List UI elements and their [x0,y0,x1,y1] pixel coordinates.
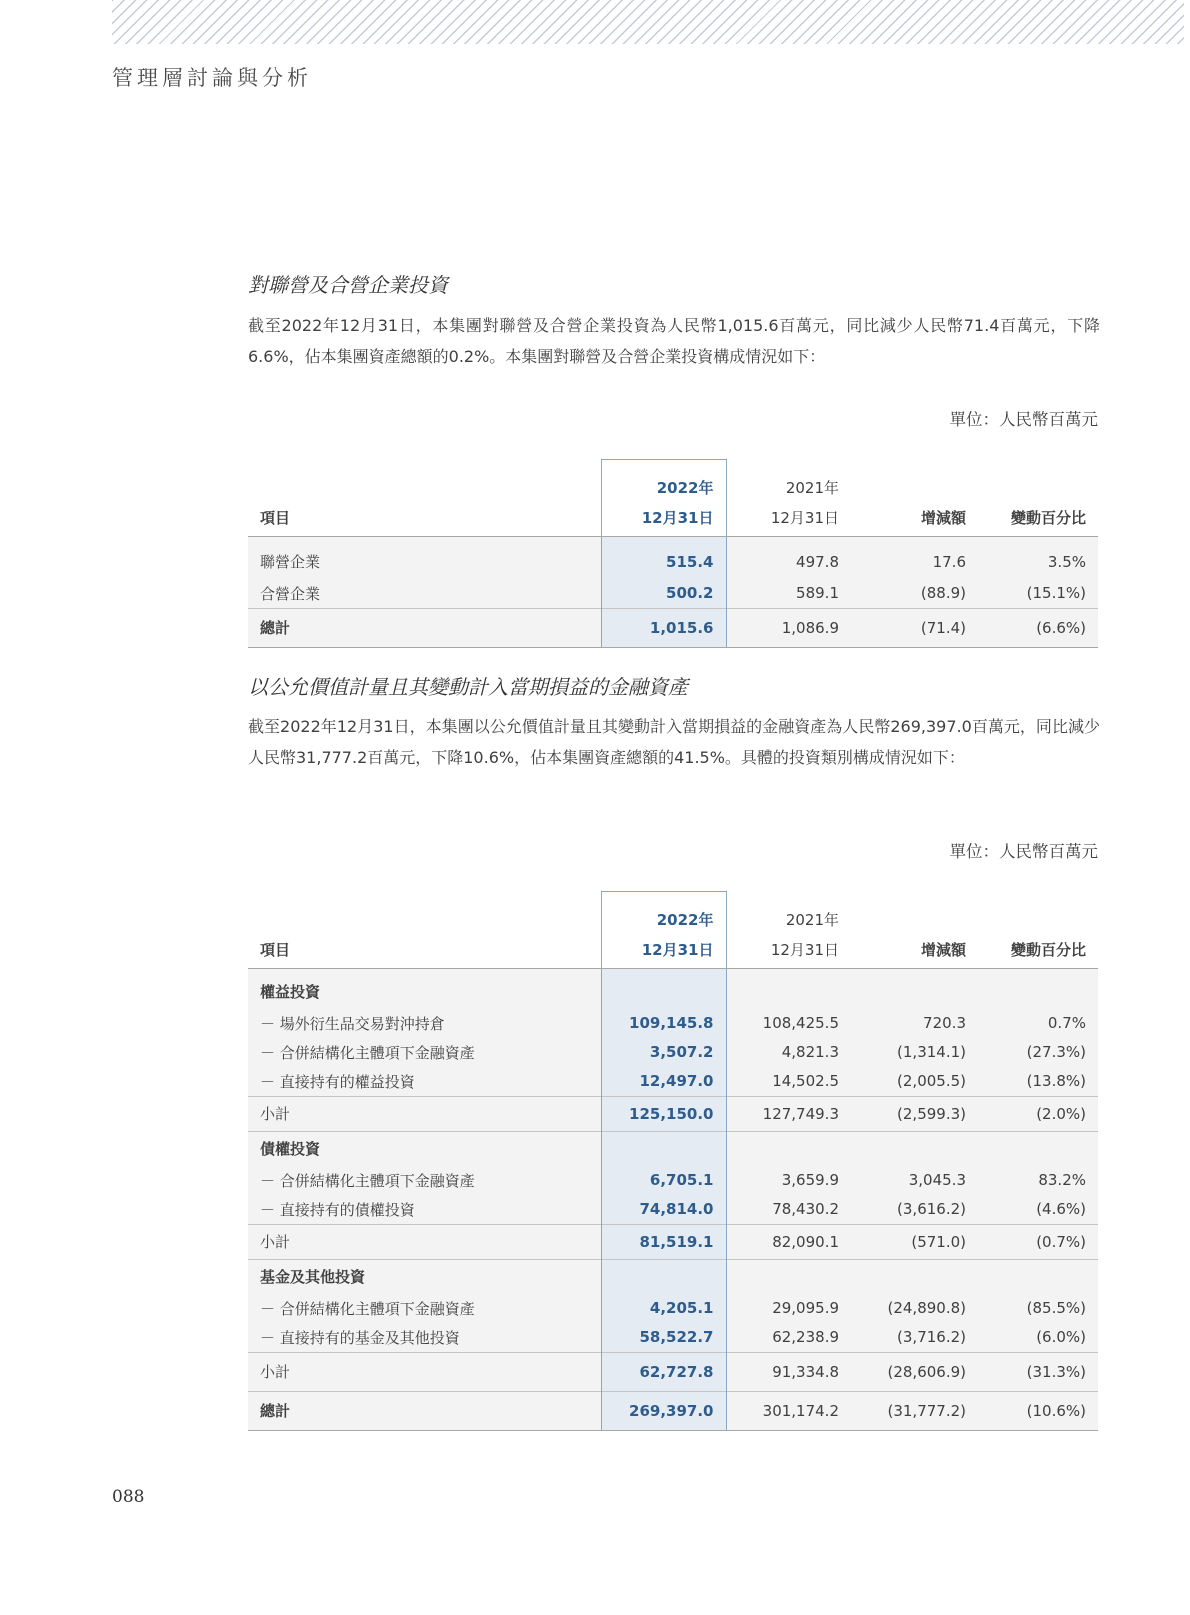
row-label: 權益投資 [248,968,601,1009]
row-label: 債權投資 [248,1131,601,1166]
table-row [248,1391,1098,1430]
value-change: (2,005.5) [851,1067,978,1097]
row-label: 小計 [248,1352,601,1391]
row-label: 總計 [248,608,601,647]
value-change: (2,599.3) [851,1096,978,1131]
value-change [851,968,978,1009]
table-header-item: 項目 [248,498,601,537]
table-row [248,1195,1098,1225]
row-label: 聯營企業 [248,536,601,579]
row-label: － 直接持有的基金及其他投資 [248,1323,601,1353]
value-pct: (10.6%) [978,1391,1098,1430]
section-title-fvtpl: 以公允價值計量且其變動計入當期損益的金融資產 [248,675,688,699]
value-2022: 515.4 [601,536,726,579]
value-2022 [601,1131,726,1166]
value-pct: (15.1%) [978,579,1098,609]
table-row [248,1352,1098,1391]
page-header-title: 管理層討論與分析 [112,66,312,90]
row-label: 基金及其他投資 [248,1259,601,1294]
table-header-item: 項目 [248,930,601,969]
value-change: 17.6 [851,536,978,579]
table-row [248,1038,1098,1067]
value-pct: 0.7% [978,1009,1098,1038]
row-label: 小計 [248,1224,601,1259]
value-2022 [601,968,726,1009]
value-2022: 1,015.6 [601,608,726,647]
value-2021: 108,425.5 [726,1009,851,1038]
value-2022: 12,497.0 [601,1067,726,1097]
value-change: (71.4) [851,608,978,647]
value-2021: 1,086.9 [726,608,851,647]
row-label: 合營企業 [248,579,601,609]
value-pct [978,1259,1098,1294]
value-pct: (4.6%) [978,1195,1098,1225]
table-header-2021-date: 12月31日 [726,930,851,969]
row-label: － 直接持有的債權投資 [248,1195,601,1225]
value-change [851,1259,978,1294]
value-2021 [726,1259,851,1294]
value-2021: 91,334.8 [726,1352,851,1391]
value-change: (1,314.1) [851,1038,978,1067]
associates-table [248,459,1098,648]
table-row [248,1009,1098,1038]
value-2022: 81,519.1 [601,1224,726,1259]
value-change: (28,606.9) [851,1352,978,1391]
row-label: － 合併結構化主體項下金融資產 [248,1038,601,1067]
row-label: － 合併結構化主體項下金融資產 [248,1294,601,1323]
value-2021: 4,821.3 [726,1038,851,1067]
value-2022: 109,145.8 [601,1009,726,1038]
value-change: (24,890.8) [851,1294,978,1323]
value-change: 3,045.3 [851,1166,978,1195]
table-row [248,1067,1098,1097]
fvtpl-table [248,891,1098,1431]
table-header-2021-year: 2021年 [785,478,839,497]
value-pct: (31.3%) [978,1352,1098,1391]
table-row [248,1323,1098,1353]
value-2021: 3,659.9 [726,1166,851,1195]
row-label: 小計 [248,1096,601,1131]
value-pct: (0.7%) [978,1224,1098,1259]
table-row [248,1096,1098,1131]
table-row [248,1294,1098,1323]
value-2021: 127,749.3 [726,1096,851,1131]
value-pct: 83.2% [978,1166,1098,1195]
section-paragraph-associates: 截至2022年12月31日，本集團對聯營及合營企業投資為人民幣1,015.6百萬元，同比減少人民幣71.4百萬元，下降6.6%，佔本集團資產總額的0.2%。本集團對聯營及合營企業投資構成情況如下： [248,316,1100,366]
table-header-change: 增減額 [851,930,978,969]
value-2021: 29,095.9 [726,1294,851,1323]
value-pct: (13.8%) [978,1067,1098,1097]
value-pct: 3.5% [978,536,1098,579]
value-pct [978,968,1098,1009]
value-2022: 6,705.1 [601,1166,726,1195]
table-row [248,536,1098,579]
table-header-2021-date: 12月31日 [726,498,851,537]
section-title-associates: 對聯營及合營企業投資 [248,273,448,297]
value-2021: 301,174.2 [726,1391,851,1430]
value-2022 [601,1259,726,1294]
value-2021: 497.8 [726,536,851,579]
value-2022: 58,522.7 [601,1323,726,1353]
value-change: (88.9) [851,579,978,609]
value-pct: (2.0%) [978,1096,1098,1131]
table-header-2021-year: 2021年 [785,910,839,929]
table-row [248,1259,1098,1294]
table-header-2022-year: 2022年 [601,460,726,498]
unit-label: 單位：人民幣百萬元 [949,410,1098,429]
row-label: － 場外衍生品交易對沖持倉 [248,1009,601,1038]
value-2022: 3,507.2 [601,1038,726,1067]
value-2022: 125,150.0 [601,1096,726,1131]
value-2021: 82,090.1 [726,1224,851,1259]
value-pct: (85.5%) [978,1294,1098,1323]
row-label: － 直接持有的權益投資 [248,1067,601,1097]
table-header-empty [248,460,601,498]
table-row [248,1224,1098,1259]
table-row [248,1166,1098,1195]
value-2022: 4,205.1 [601,1294,726,1323]
table-header-2022-date: 12月31日 [601,498,726,537]
value-2021: 62,238.9 [726,1323,851,1353]
value-2022: 74,814.0 [601,1195,726,1225]
value-pct: (6.6%) [978,608,1098,647]
value-change [851,1131,978,1166]
value-2022: 269,397.0 [601,1391,726,1430]
table-row [248,608,1098,647]
row-label: － 合併結構化主體項下金融資產 [248,1166,601,1195]
table-row [248,968,1098,1009]
value-2021 [726,1131,851,1166]
value-change: (31,777.2) [851,1391,978,1430]
value-pct: (27.3%) [978,1038,1098,1067]
value-pct: (6.0%) [978,1323,1098,1353]
header-hatch-band [112,0,1184,44]
section-paragraph-fvtpl: 截至2022年12月31日，本集團以公允價值計量且其變動計入當期損益的金融資產為人民幣269,397.0百萬元，同比減少人民幣31,777.2百萬元，下降10.6%，佔本集團資產總額的41.5%。具體的投資類別構成情況如下： [248,717,1100,767]
value-change: (3,716.2) [851,1323,978,1353]
table-header-2022-year: 2022年 [601,892,726,930]
table-row [248,1131,1098,1166]
value-2022: 500.2 [601,579,726,609]
value-change: (571.0) [851,1224,978,1259]
table-row [248,579,1098,609]
table-header-pct: 變動百分比 [978,498,1098,537]
table-header-2022-date: 12月31日 [601,930,726,969]
table-header-pct: 變動百分比 [978,930,1098,969]
value-2021 [726,968,851,1009]
value-2021: 14,502.5 [726,1067,851,1097]
value-pct [978,1131,1098,1166]
value-2021: 78,430.2 [726,1195,851,1225]
row-label: 總計 [248,1391,601,1430]
unit-label: 單位：人民幣百萬元 [949,842,1098,861]
value-2021: 589.1 [726,579,851,609]
value-change: (3,616.2) [851,1195,978,1225]
page-number: 088 [112,1487,145,1507]
table-header-change: 增減額 [851,498,978,537]
value-2022: 62,727.8 [601,1352,726,1391]
value-change: 720.3 [851,1009,978,1038]
